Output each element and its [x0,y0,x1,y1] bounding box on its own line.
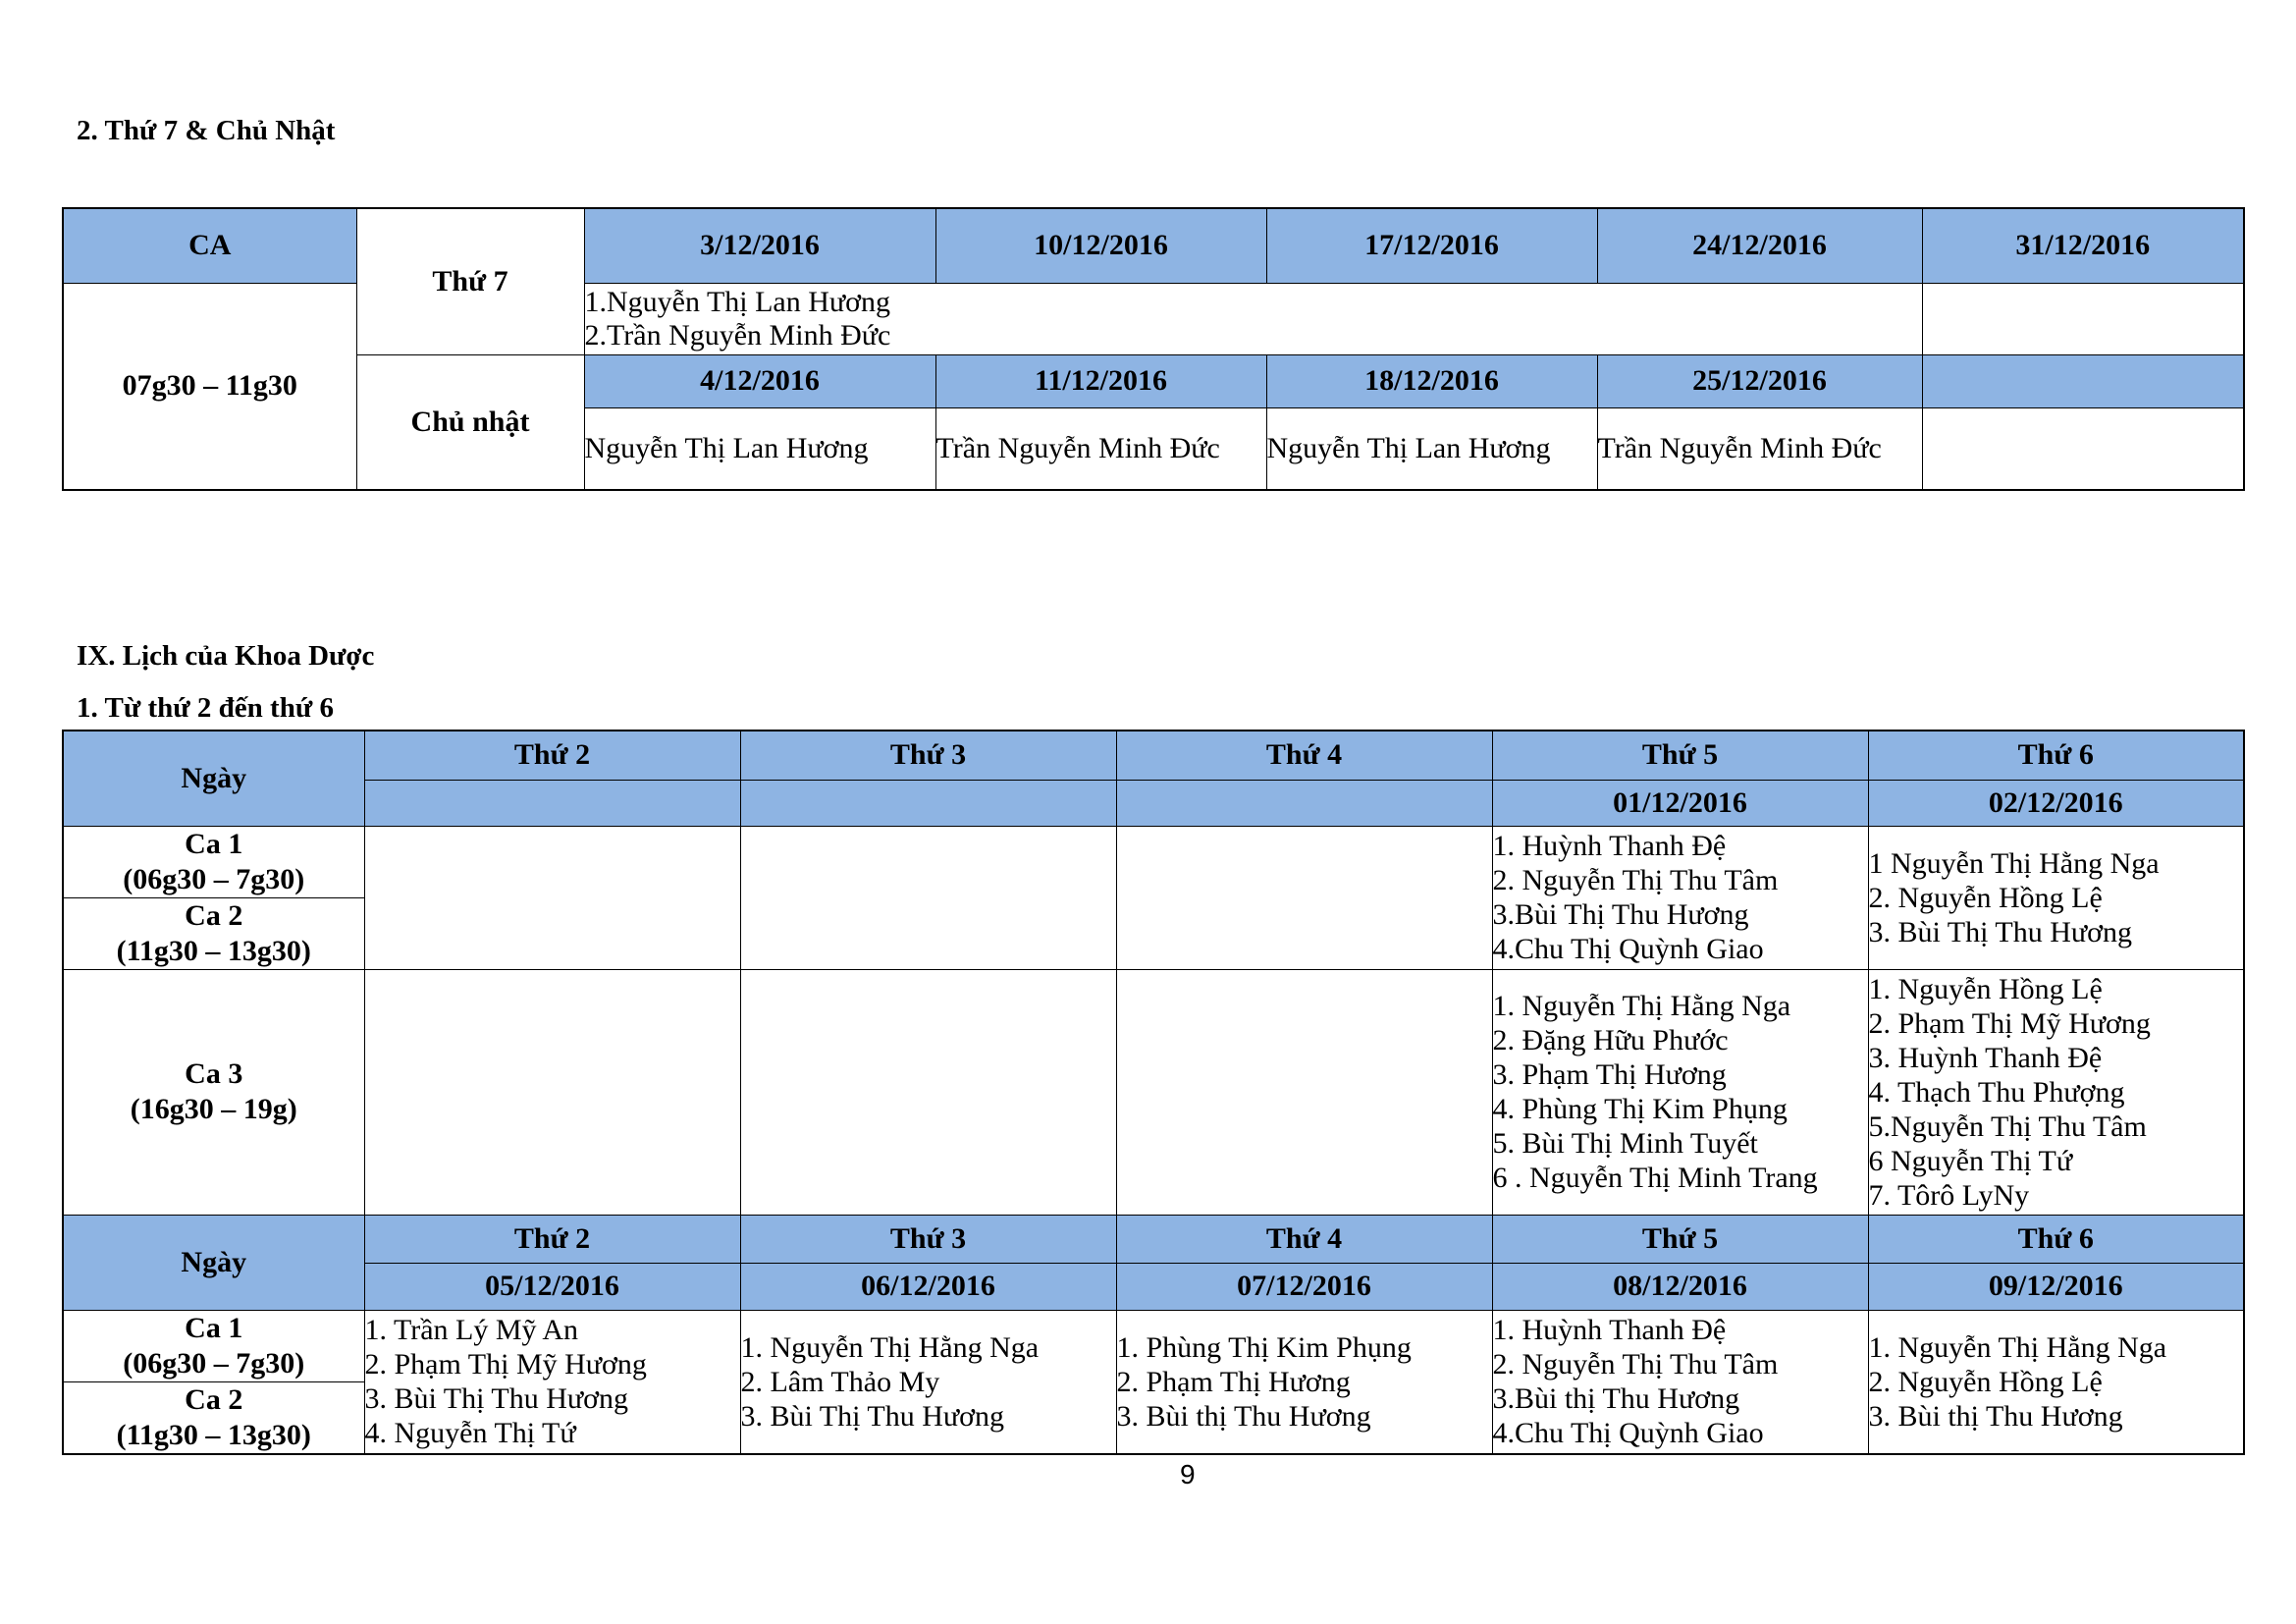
staff-name: 2. Nguyễn Hồng Lệ [1868,881,2103,914]
sunday-staff: Nguyễn Thị Lan Hương [584,407,935,490]
shift-ca2-label [63,897,364,969]
shift-name: Ca 1 [185,1311,243,1344]
schedule-cell [1868,969,2244,1215]
shift-time: (11g30 – 13g30) [116,934,311,967]
staff-name: 1 Nguyễn Thị Hằng Nga [1868,846,2160,880]
saturday-date: 10/12/2016 [935,208,1266,283]
day-header: Thứ 6 [1868,1215,2244,1263]
date-header: 07/12/2016 [1116,1263,1492,1310]
saturday-date: 24/12/2016 [1597,208,1922,283]
page-number: 9 [1180,1459,1196,1489]
shift-ca1-label [63,1310,364,1381]
shift-name: Ca 1 [185,827,243,860]
staff-name: 3. Bùi thị Thu Hương [1116,1399,1371,1433]
staff-name: 1. Trần Lý Mỹ An [364,1314,579,1346]
staff-name: 3.Bùi Thị Thu Hương [1492,898,1749,931]
staff-name: 2. Nguyễn Thị Thu Tâm [1492,1348,1779,1380]
saturday-label: Thứ 7 [356,208,584,354]
staff-name: 1.Nguyễn Thị Lan Hương [584,285,891,318]
staff-name: 1. Nguyễn Hồng Lệ [1868,972,2103,1005]
day-header: Thứ 3 [740,1215,1116,1263]
ngay-header: Ngày [63,731,364,826]
saturday-date: 17/12/2016 [1266,208,1597,283]
ngay-header: Ngày [63,1215,364,1310]
day-header: Thứ 4 [1116,1215,1492,1263]
pharmacy-section-heading: IX. Lịch của Khoa Dược [77,640,375,672]
staff-name: 1. Nguyễn Thị Hằng Nga [1868,1330,2167,1364]
sunday-date: 18/12/2016 [1266,354,1597,407]
shift-time: (06g30 – 7g30) [123,862,305,895]
staff-name: 4. Thạch Thu Phượng [1868,1075,2125,1109]
staff-name: 4.Chu Thị Quỳnh Giao [1492,933,1764,965]
staff-name: 2. Lâm Thảo My [740,1365,940,1398]
staff-name: 1. Nguyễn Thị Hằng Nga [740,1330,1040,1364]
staff-name: 6 . Nguyễn Thị Minh Trang [1492,1162,1818,1194]
date-header: 01/12/2016 [1492,780,1868,826]
shift-time: 07g30 – 11g30 [63,283,356,490]
weekend-schedule-table [62,207,2245,491]
staff-name: 4.Chu Thị Quỳnh Giao [1492,1417,1764,1449]
date-header: 02/12/2016 [1868,780,2244,826]
date-header [1116,780,1492,826]
schedule-cell [364,826,740,969]
pharmacy-sub-heading: 1. Từ thứ 2 đến thứ 6 [77,692,334,724]
schedule-cell [1868,826,2244,969]
staff-name: 2. Nguyễn Hồng Lệ [1868,1365,2103,1398]
saturday-date: 3/12/2016 [584,208,935,283]
staff-name: 4. Nguyễn Thị Tứ [364,1417,576,1449]
day-header: Thứ 2 [364,1215,740,1263]
date-header [740,780,1116,826]
schedule-cell [740,826,1116,969]
day-header: Thứ 2 [364,731,740,780]
weekend-heading: 2. Thứ 7 & Chủ Nhật [77,115,336,146]
schedule-cell [1492,826,1868,969]
sunday-staff [1922,407,2244,490]
staff-name: 3. Phạm Thị Hương [1492,1058,1727,1091]
staff-name: 5.Nguyễn Thị Thu Tâm [1868,1110,2147,1143]
schedule-cell [1868,1310,2244,1454]
sunday-date: 25/12/2016 [1597,354,1922,407]
sunday-date: 4/12/2016 [584,354,935,407]
sunday-date [1922,354,2244,407]
staff-name: 2. Nguyễn Thị Thu Tâm [1492,864,1779,896]
staff-name: 3. Huỳnh Thanh Đệ [1868,1041,2103,1074]
schedule-cell [364,1310,740,1454]
schedule-cell [1116,1310,1492,1454]
staff-name: 3. Bùi thị Thu Hương [1868,1399,2123,1433]
sunday-staff: Trần Nguyễn Minh Đức [935,407,1266,490]
staff-name: 2.Trần Nguyễn Minh Đức [584,318,891,352]
day-header: Thứ 4 [1116,731,1492,780]
day-header: Thứ 5 [1492,1215,1868,1263]
shift-name: Ca 2 [185,898,243,932]
shift-time: (16g30 – 19g) [130,1093,297,1125]
date-header: 08/12/2016 [1492,1263,1868,1310]
sunday-date: 11/12/2016 [935,354,1266,407]
schedule-cell [1492,969,1868,1215]
staff-name: 7. Tôrô LyNy [1868,1178,2030,1212]
saturday-staff [584,283,1922,354]
staff-name: 4. Phùng Thị Kim Phụng [1492,1093,1788,1125]
schedule-cell [1116,969,1492,1215]
staff-name: 2. Phạm Thị Mỹ Hương [1868,1006,2151,1040]
shift-ca2-label [63,1381,364,1454]
staff-name: 3. Bùi Thị Thu Hương [1868,915,2133,948]
shift-ca3-label [63,969,364,1215]
sunday-label: Chủ nhật [356,354,584,490]
day-header: Thứ 3 [740,731,1116,780]
staff-name: 1. Huỳnh Thanh Đệ [1492,1314,1727,1346]
staff-name: 2. Phạm Thị Hương [1116,1365,1351,1398]
staff-name: 6 Nguyễn Thị Tứ [1868,1144,2073,1177]
day-header: Thứ 5 [1492,731,1868,780]
shift-time: (06g30 – 7g30) [123,1346,305,1380]
staff-name: 1. Nguyễn Thị Hằng Nga [1492,990,1791,1022]
staff-name: 5. Bùi Thị Minh Tuyết [1492,1127,1758,1160]
shift-ca1-label [63,826,364,897]
staff-name: 1. Huỳnh Thanh Đệ [1492,830,1727,862]
staff-name: 3.Bùi thị Thu Hương [1492,1382,1740,1415]
date-header: 09/12/2016 [1868,1263,2244,1310]
staff-name: 3. Bùi Thị Thu Hương [364,1382,629,1415]
day-header: Thứ 6 [1868,731,2244,780]
shift-name: Ca 3 [185,1057,243,1090]
staff-name: 3. Bùi Thị Thu Hương [740,1399,1005,1433]
date-header: 05/12/2016 [364,1263,740,1310]
schedule-cell [740,1310,1116,1454]
date-header [364,780,740,826]
ca-header: CA [63,208,356,283]
shift-time: (11g30 – 13g30) [116,1418,311,1451]
schedule-cell [364,969,740,1215]
pharmacy-schedule-table [62,730,2245,1455]
saturday-date: 31/12/2016 [1922,208,2244,283]
shift-name: Ca 2 [185,1382,243,1416]
staff-name: 2. Phạm Thị Mỹ Hương [364,1348,647,1380]
schedule-cell [1116,826,1492,969]
date-header: 06/12/2016 [740,1263,1116,1310]
schedule-cell [740,969,1116,1215]
sunday-staff: Trần Nguyễn Minh Đức [1597,407,1922,490]
staff-name: 1. Phùng Thị Kim Phụng [1116,1330,1412,1364]
schedule-cell [1492,1310,1868,1454]
sunday-staff: Nguyễn Thị Lan Hương [1266,407,1597,490]
staff-name: 2. Đặng Hữu Phước [1492,1024,1729,1056]
saturday-last-cell [1922,283,2244,354]
